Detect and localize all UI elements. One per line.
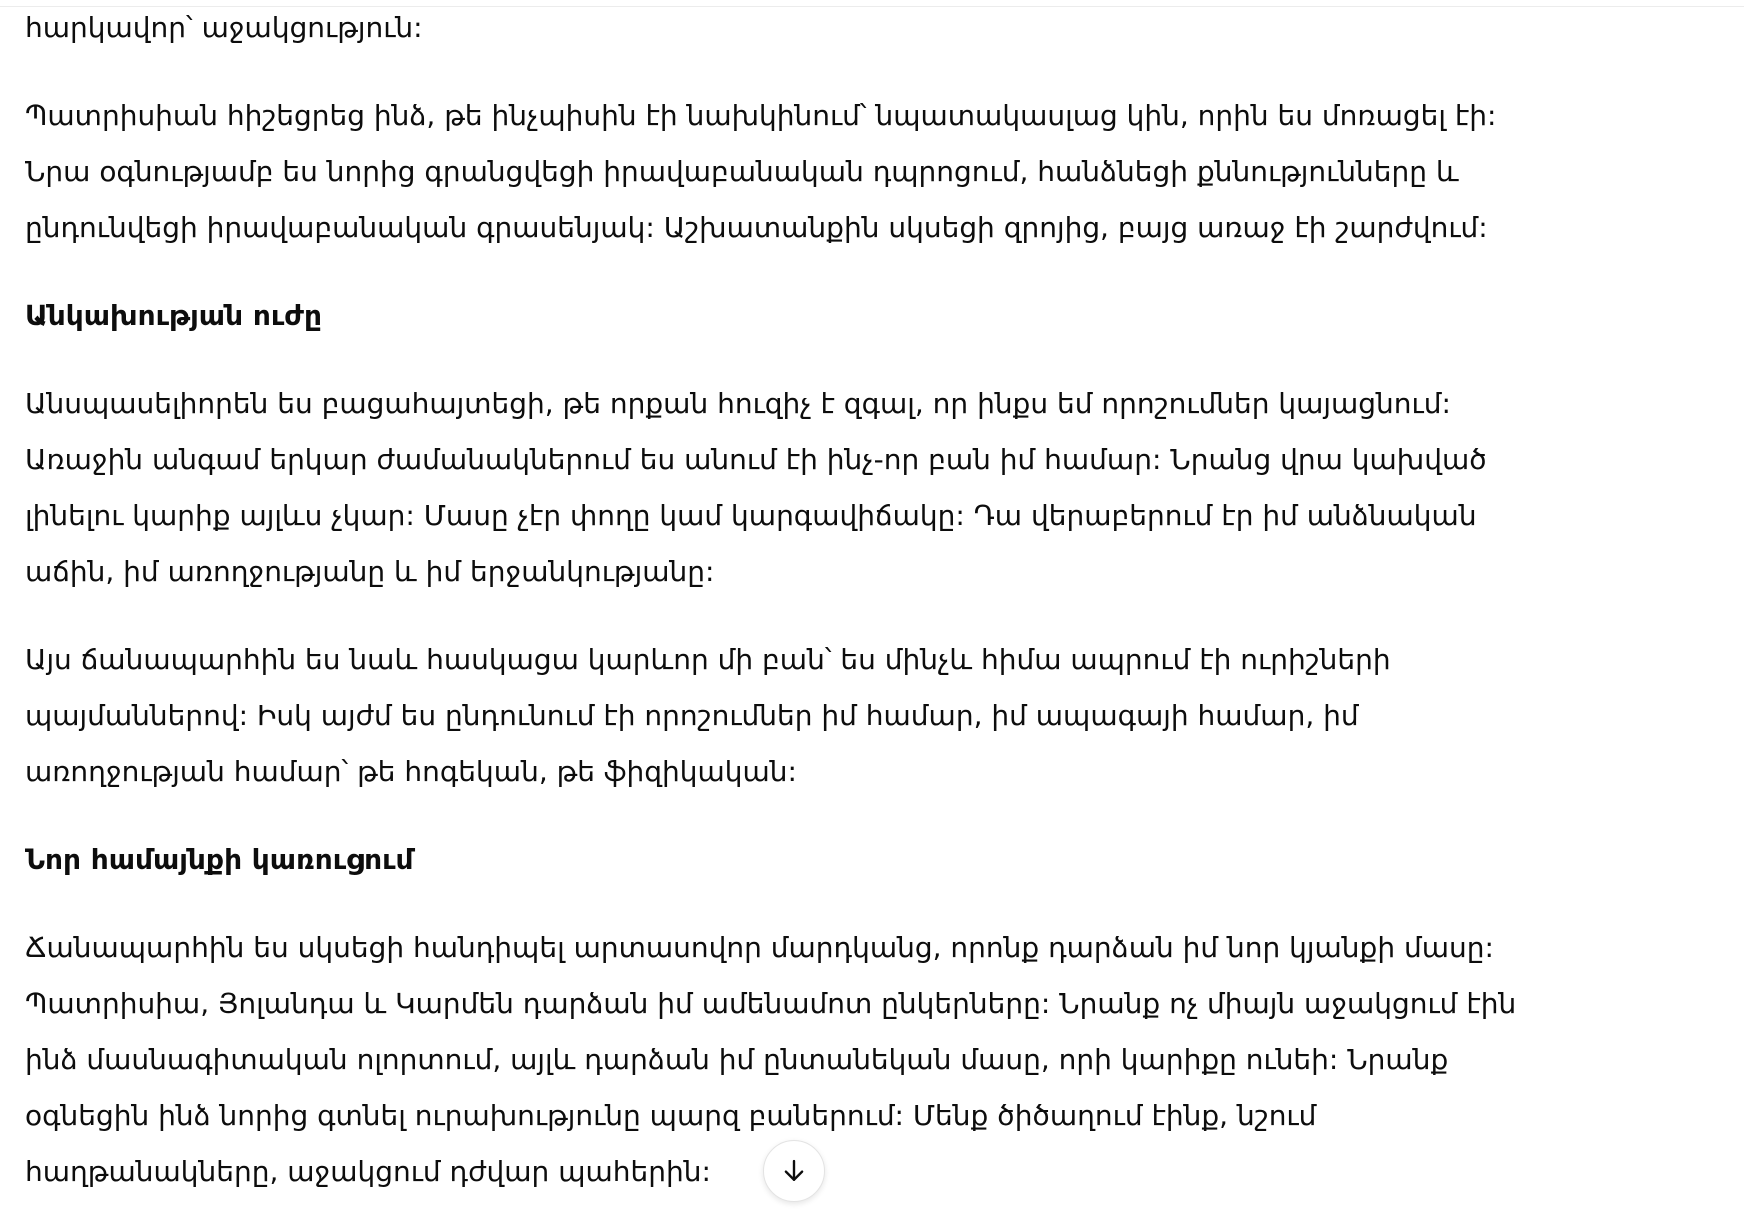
text-line: ինձ մասնագիտական ոլորտում, այլև դարձան իմ ընտանեկան մասը, որի կարիքը ունեի: Նրանք — [25, 1043, 1449, 1076]
text-line: Այս ճանապարհին ես նաև հասկացա կարևոր մի բան՝ ես մինչև հիմա ապրում էի ուրիշների — [25, 643, 1391, 676]
arrow-down-icon — [779, 1156, 809, 1186]
text-line: Պատրիսիա, Յոլանդա և Կարմեն դարձան իմ ամենամոտ ընկերները: Նրանք ոչ միայն աջակցում էին — [25, 987, 1517, 1020]
text-line: հաղթանակները, աջակցում դժվար պահերին: — [25, 1155, 711, 1188]
text-line: առողջության համար՝ թե հոգեկան, թե ֆիզիկական: — [25, 755, 797, 788]
heading-text: Անկախության ուժը — [25, 299, 322, 332]
text-line: պայմաններով: Իսկ այժմ ես ընդունում էի որոշումներ իմ համար, իմ ապագայի համար, իմ — [25, 699, 1359, 732]
section-heading-independence — [25, 288, 1715, 344]
paragraph-patricia — [25, 88, 1715, 256]
text-line: Նրա օգնությամբ ես նորից գրանցվեցի իրավաբանական դպրոցում, հանձնեցի քննությունները և — [25, 155, 1459, 188]
text-line: օգնեցին ինձ նորից գտնել ուրախությունը պարզ բաներում: Մենք ծիծաղում էինք, նշում — [25, 1099, 1317, 1132]
text-line: աճին, իմ առողջությանը և իմ երջանկությանը: — [25, 555, 715, 588]
paragraph-realization — [25, 632, 1715, 800]
text-line: հարկավոր՝ աջակցություն: — [25, 11, 423, 44]
scroll-to-bottom-button[interactable] — [763, 1140, 825, 1202]
paragraph-continuation — [25, 0, 1715, 56]
section-heading-community — [25, 832, 1715, 888]
assistant-message — [25, 0, 1715, 1218]
text-line: լինելու կարիք այլևս չկար: Մասը չէր փողը կամ կարգավիճակը: Դա վերաբերում էր իմ անձնական — [25, 499, 1477, 532]
text-line: Անսպասելիորեն ես բացահայտեցի, թե որքան հուզիչ է զգալ, որ ինքս եմ որոշումներ կայացնում: — [25, 387, 1451, 420]
text-line: Պատրիսիան հիշեցրեց ինձ, թե ինչպիսին էի նախկինում՝ նպատակասլաց կին, որին ես մոռացել էի: — [25, 99, 1497, 132]
paragraph-decisions — [25, 376, 1715, 600]
text-line: Առաջին անգամ երկար ժամանակներում ես անում էի ինչ-որ բան իմ համար: Նրանց վրա կախված — [25, 443, 1487, 476]
paragraph-friends — [25, 920, 1715, 1200]
text-line: Ճանապարհին ես սկսեցի հանդիպել արտասովոր մարդկանց, որոնք դարձան իմ նոր կյանքի մասը: — [25, 931, 1494, 964]
heading-text: Նոր համայնքի կառուցում — [25, 843, 414, 876]
text-line: ընդունվեցի իրավաբանական գրասենյակ: Աշխատանքին սկսեցի զրոյից, բայց առաջ էի շարժվում: — [25, 211, 1488, 244]
